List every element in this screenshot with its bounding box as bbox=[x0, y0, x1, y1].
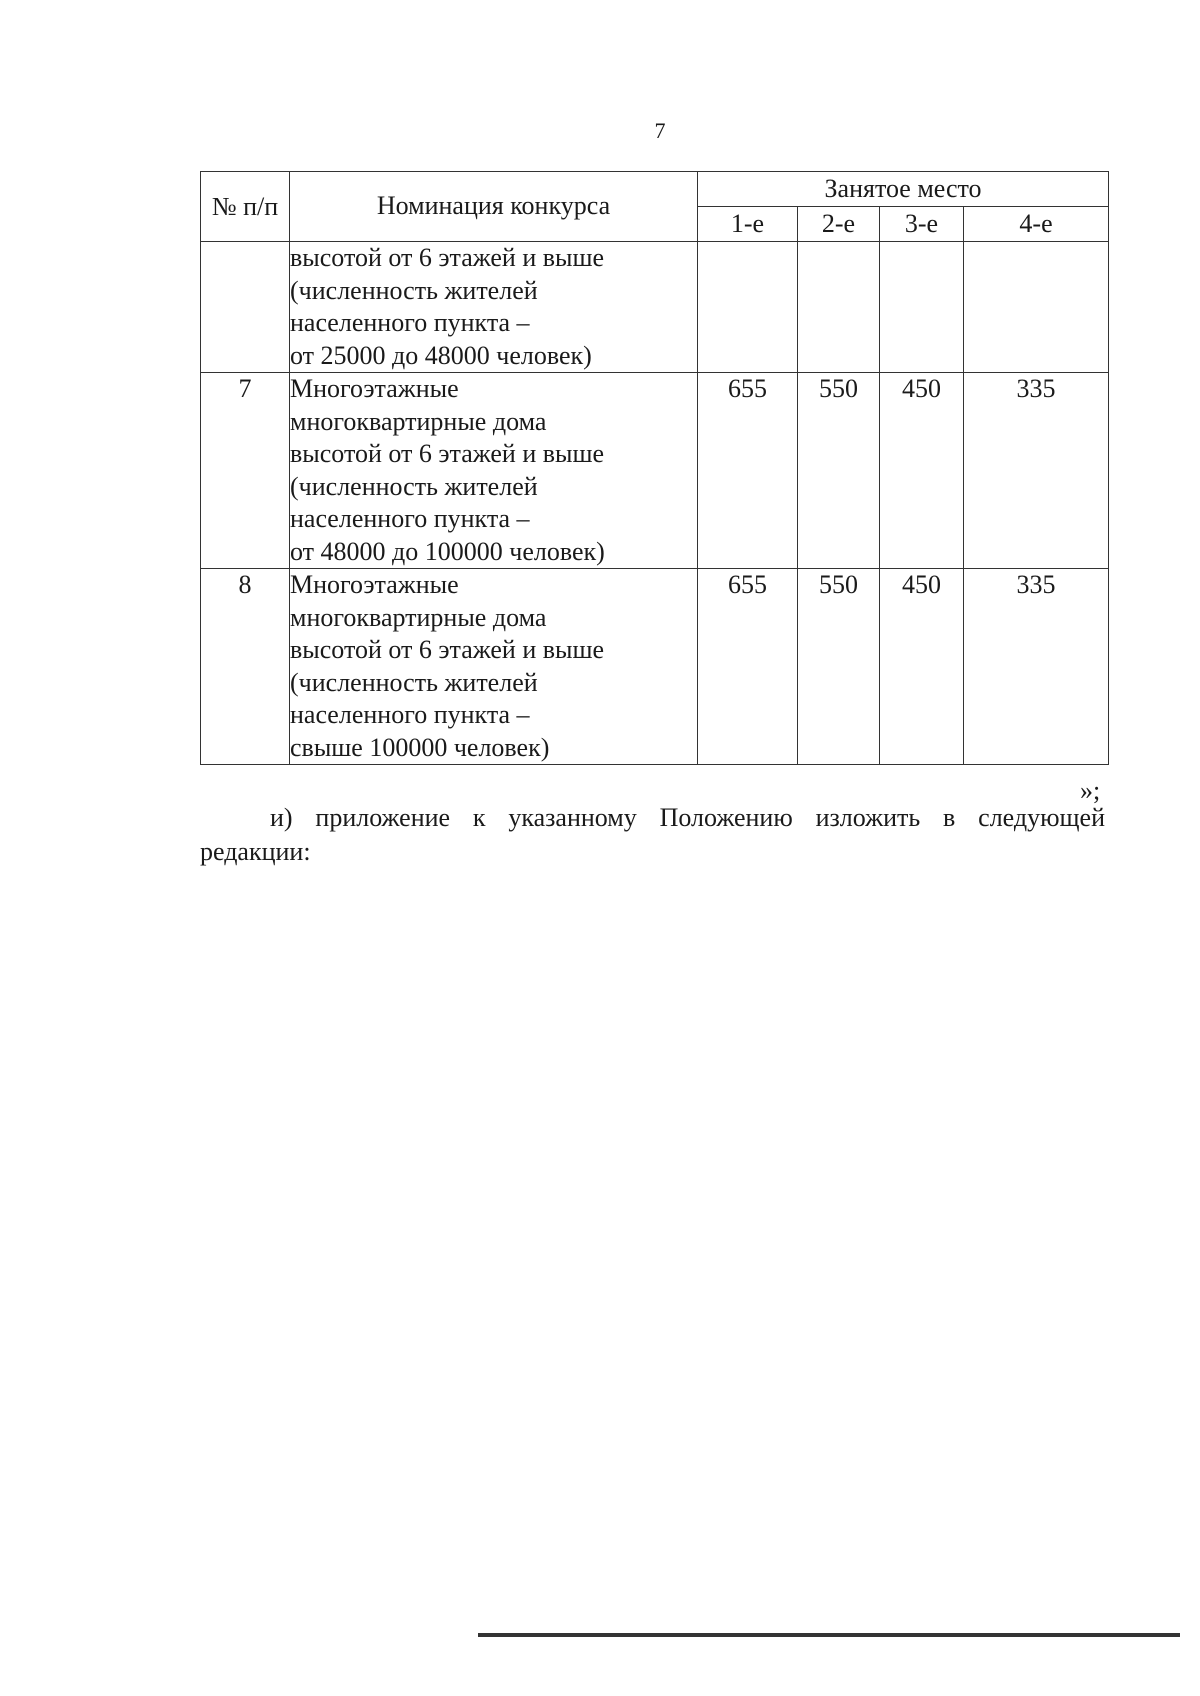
row-num: 7 bbox=[201, 373, 290, 569]
nomination-line: многоквартирные дома bbox=[290, 406, 547, 436]
row-value-1: 655 bbox=[698, 569, 798, 765]
nomination-line: населенного пункта – bbox=[290, 308, 530, 337]
nomination-line: (численность жителей bbox=[290, 667, 538, 697]
row-nomination bbox=[290, 569, 698, 765]
row-value-3: 450 bbox=[880, 373, 964, 569]
row-value-1 bbox=[698, 242, 798, 373]
row-value-2: 550 bbox=[798, 569, 880, 765]
nomination-line: высотой от 6 этажей и выше bbox=[290, 243, 605, 272]
row-num: 8 bbox=[201, 569, 290, 765]
table-row bbox=[201, 242, 1109, 373]
header-place-group: Занятое место bbox=[698, 172, 1109, 207]
row-nomination bbox=[290, 373, 698, 569]
header-nomination: Номинация конкурса bbox=[290, 172, 698, 242]
table-row bbox=[201, 373, 1109, 569]
header-place-3: 3-е bbox=[880, 207, 964, 242]
row-nomination bbox=[290, 242, 698, 373]
nomination-line: от 25000 до 48000 человек) bbox=[290, 340, 592, 370]
nomination-line: Многоэтажные bbox=[290, 570, 459, 599]
row-value-3 bbox=[880, 242, 964, 373]
nomination-line: многоквартирные дома bbox=[290, 602, 547, 632]
header-place-2: 2-е bbox=[798, 207, 880, 242]
nomination-line: высотой от 6 этажей и выше bbox=[290, 439, 605, 468]
nomination-line: высотой от 6 этажей и выше bbox=[290, 635, 605, 664]
table-header-row bbox=[201, 172, 1109, 207]
header-num: № п/п bbox=[201, 172, 290, 242]
nomination-line: (численность жителей bbox=[290, 471, 538, 501]
row-value-2 bbox=[798, 242, 880, 373]
prize-table bbox=[200, 171, 1109, 765]
row-value-4: 335 bbox=[964, 569, 1109, 765]
row-value-4 bbox=[964, 242, 1109, 373]
nomination-line: населенного пункта – bbox=[290, 700, 530, 729]
header-place-1: 1-е bbox=[698, 207, 798, 242]
row-value-2: 550 bbox=[798, 373, 880, 569]
nomination-line: (численность жителей bbox=[290, 275, 538, 305]
row-value-1: 655 bbox=[698, 373, 798, 569]
page-number: 7 bbox=[654, 118, 666, 143]
nomination-line: Многоэтажные bbox=[290, 374, 459, 403]
table-row bbox=[201, 569, 1109, 765]
nomination-line: населенного пункта – bbox=[290, 504, 530, 533]
nomination-line: от 48000 до 100000 человек) bbox=[290, 536, 605, 566]
amendment-paragraph: и) приложение к указанному Положению изложить в следующей редакции: bbox=[200, 803, 1105, 866]
header-place-4: 4-е bbox=[964, 207, 1109, 242]
row-value-3: 450 bbox=[880, 569, 964, 765]
closing-quote: »; bbox=[1080, 776, 1101, 805]
row-num bbox=[201, 242, 290, 373]
nomination-line: свыше 100000 человек) bbox=[290, 732, 550, 762]
bottom-rule bbox=[478, 1633, 1180, 1637]
row-value-4: 335 bbox=[964, 373, 1109, 569]
